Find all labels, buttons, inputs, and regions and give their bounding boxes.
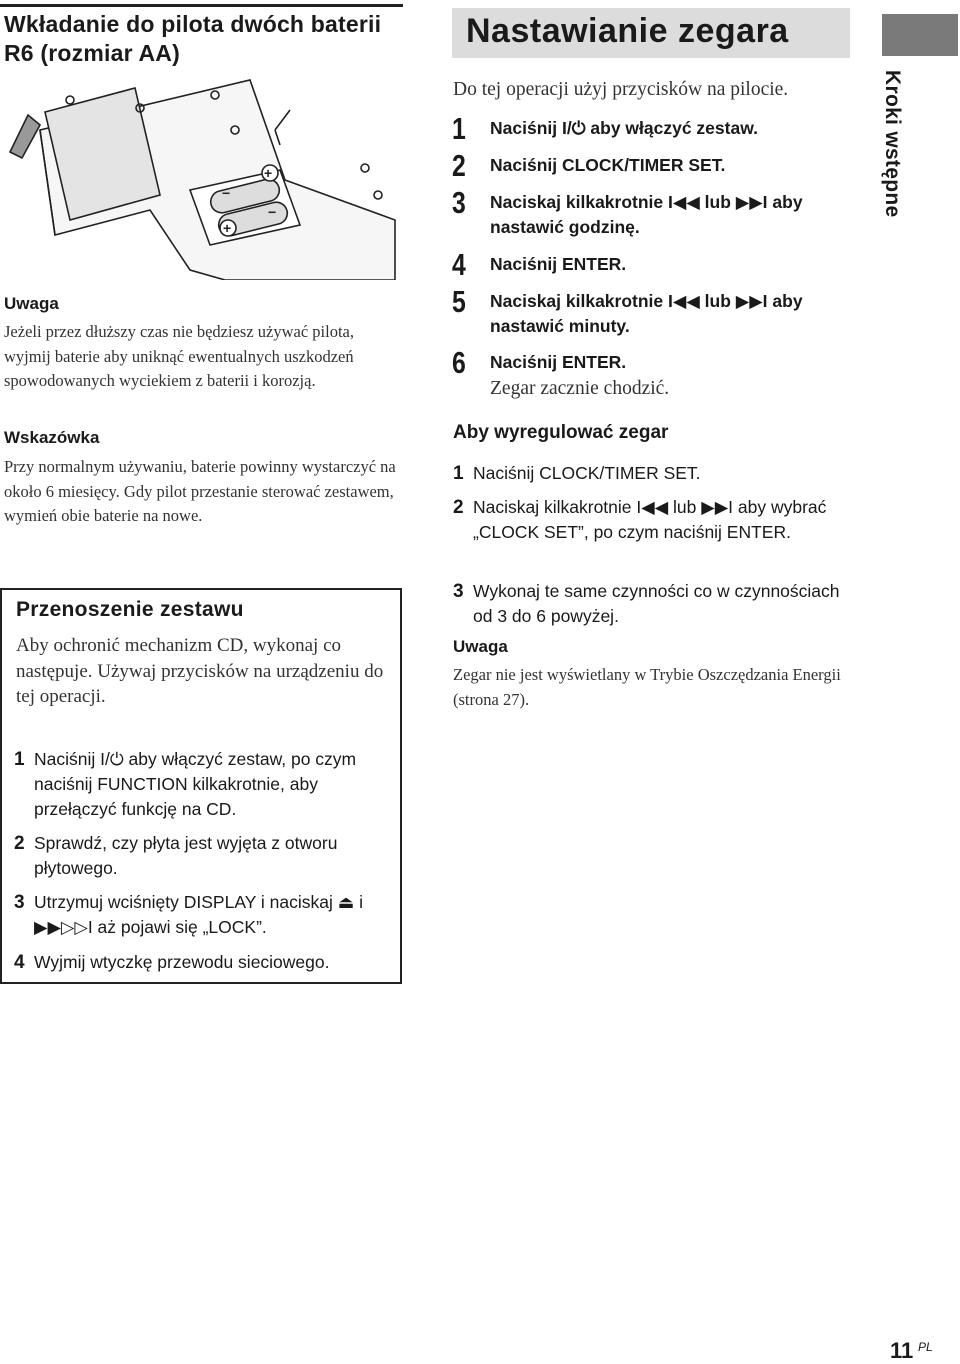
side-tab-marker [882, 14, 958, 56]
transport-step [14, 831, 394, 881]
step-number: 6 [452, 345, 466, 380]
clock-step [452, 148, 852, 183]
page-number: 11 [890, 1338, 914, 1363]
transport-intro: Aby ochronić mechanizm CD, wykonaj co następuje. Używaj przycisków na urządzeniu do tej operacji. [16, 635, 384, 707]
svg-text:+: + [223, 220, 232, 236]
note-text: Jeżeli przez dłuższy czas nie będziesz używać pilota, wyjmij baterie aby uniknąć ewentualnych uszkodzeń spowodowanych wyciekiem z baterii i korozją. [4, 322, 354, 390]
adjust-step [453, 495, 853, 545]
side-tab-label: Kroki wstępne [881, 70, 904, 218]
step-text: Naciśnij ENTER. [490, 254, 627, 274]
step-text: Wykonaj te same czynności co w czynnościach od 3 do 6 powyżej. [473, 581, 840, 626]
clock-step [452, 345, 852, 402]
step-text: Naciśnij I/⏻ aby włączyć zestaw, po czym naciśnij FUNCTION kilkakrotnie, aby przełączyć funkcję na CD. [34, 749, 357, 819]
remote-battery-illustration-icon [0, 70, 400, 280]
step-number: 3 [453, 581, 464, 602]
step-text: Sprawdź, czy płyta jest wyjęta z otworu płytowego. [34, 833, 338, 878]
step-number: 2 [452, 148, 466, 183]
svg-text:−: − [268, 204, 277, 220]
step-subtext: Zegar zacznie chodzić. [490, 378, 670, 399]
svg-text:+: + [264, 165, 273, 181]
step-text: Naciskaj kilkakrotnie I◀◀ lub ▶▶I aby nastawić minuty. [490, 291, 803, 336]
clock-intro: Do tej operacji użyj przycisków na pilocie. [453, 79, 789, 100]
note-heading: Uwaga [4, 294, 59, 313]
step-number: 3 [14, 892, 25, 913]
svg-text:−: − [222, 185, 231, 201]
transport-step [14, 890, 394, 940]
step-text: Naciskaj kilkakrotnie I◀◀ lub ▶▶I aby nastawić godzinę. [490, 192, 803, 237]
step-number: 3 [452, 185, 466, 220]
transport-heading: Przenoszenie zestawu [16, 598, 244, 621]
step-text: Naciskaj kilkakrotnie I◀◀ lub ▶▶I aby wybrać „CLOCK SET”, po czym naciśnij ENTER. [473, 497, 827, 542]
clock-step [452, 185, 852, 240]
step-number: 4 [452, 247, 466, 282]
clock-note-heading: Uwaga [453, 637, 508, 656]
transport-step [14, 747, 394, 822]
top-rule [0, 4, 403, 7]
clock-section-title: Nastawianie zegara [466, 12, 789, 50]
step-number: 2 [453, 497, 464, 518]
step-number: 1 [452, 111, 466, 146]
step-text: Naciśnij CLOCK/TIMER SET. [473, 463, 701, 483]
clock-note-text: Zegar nie jest wyświetlany w Trybie Oszczędzania Energii (strona 27). [453, 665, 841, 709]
tip-heading: Wskazówka [4, 428, 100, 447]
adjust-step [453, 579, 853, 629]
tip-text: Przy normalnym używaniu, baterie powinny wystarczyć na około 6 miesięcy. Gdy pilot przestanie sterować zestawem, wymień obie baterie na nowe. [4, 457, 396, 525]
clock-step [452, 247, 852, 282]
step-text: Naciśnij CLOCK/TIMER SET. [490, 155, 726, 175]
clock-step [452, 111, 852, 146]
page-language-suffix: PL [918, 1340, 933, 1354]
battery-section-title: Wkładanie do pilota dwóch baterii R6 (rozmiar AA) [4, 11, 382, 66]
step-number: 2 [14, 833, 25, 854]
step-number: 1 [14, 749, 25, 770]
clock-step [452, 284, 852, 339]
step-number: 1 [453, 463, 464, 484]
step-text: Utrzymuj wciśnięty DISPLAY i naciskaj ⏏ i ▶▶▷▷I aż pojawi się „LOCK”. [34, 892, 364, 937]
adjust-heading: Aby wyregulować zegar [453, 422, 669, 443]
transport-step [14, 950, 394, 975]
step-text: Naciśnij I/⏻ aby włączyć zestaw. [490, 118, 759, 138]
step-number: 5 [452, 284, 466, 319]
adjust-step [453, 461, 853, 486]
step-number: 4 [14, 952, 25, 973]
step-text: Naciśnij ENTER. [490, 352, 627, 372]
step-text: Wyjmij wtyczkę przewodu sieciowego. [34, 952, 330, 972]
